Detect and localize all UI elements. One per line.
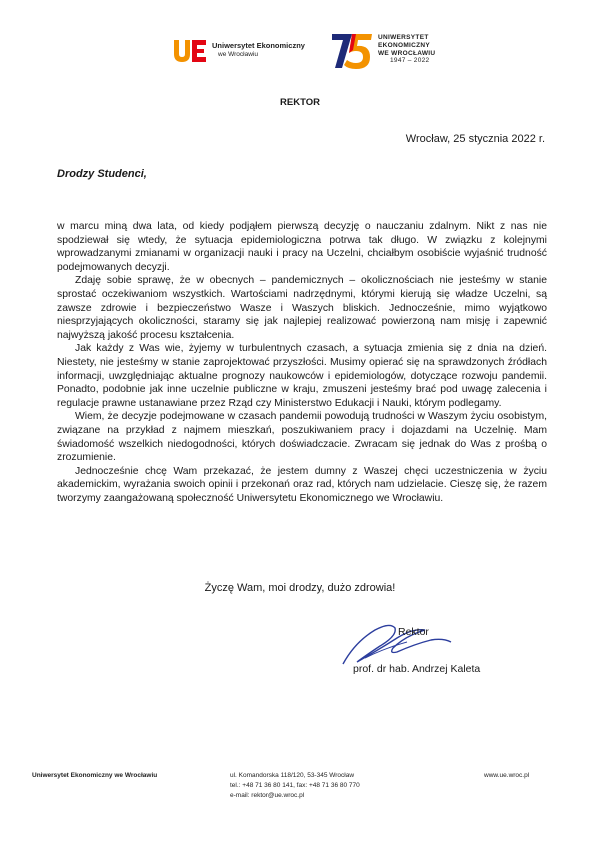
anniv-line1: UNIWERSYTET [378,34,429,41]
paragraph-2: Zdaję sobie sprawę, że w obecnych – pandemicznych – okolicznościach nie jesteśmy w stanie sprostać oczekiwaniom wszystkich. Wartościami nadrzędnymi, którymi kierują się władze Uczelni, są zawsze zdrowie i bezpieczeństwo Wasze i Waszych bliskich. Jednocześnie, mimo wyjątkowo niesprzyjających okoliczności, staramy się jak najlepiej realizować powierzoną nam misję i zapewnić najwyższą jakość procesu kształcenia. [57,275,547,341]
footer-phone: tel.: +48 71 36 80 141, fax: +48 71 36 80 770 [230,782,360,789]
ue-name [212,42,305,59]
ue-logo-icon [172,38,208,64]
letter-date: Wrocław, 25 stycznia 2022 r. [405,133,545,145]
anniv-line2: EKONOMICZNY [378,41,431,49]
paragraph-4: Wiem, że decyzje podejmowane w czasach pandemii powodują trudności w Waszym życiu osobistym, związane na przykład z najmem mieszkań, poszukiwaniem pracy i dojazdami na Uczelnię. Mam świadomość wszelkich niedogodności, których doświadczacie. Zwracam się jednak do Was z prośbą o zrozumienie. [57,411,547,464]
ue-name-line2: we Wrocławiu [218,50,258,58]
salutation: Drodzy Studenci, [57,168,147,180]
letter-heading: REKTOR [280,97,320,108]
anniv-years: 1947 – 2022 [390,57,430,65]
signature-name: prof. dr hab. Andrzej Kaleta [353,663,481,675]
paragraph-5: Jednocześnie chcę Wam przekazać, że jestem dumny z Waszej chęci uczestniczenia w życiu akademickim, wyrażania swoich opinii i przekonań oraz rad, których nam udzielacie. Cieszę się, że razem tworzymy zaangażowaną społeczność Uniwersytetu Ekonomicznego we Wrocławiu. [57,465,547,504]
signature-title: Rektor [398,626,429,638]
footer-website: www.ue.wroc.pl [484,772,530,779]
footer-email: e-mail: rektor@ue.wroc.pl [230,792,305,799]
paragraph-1: w marcu miną dwa lata, od kiedy podjąłem pierwszą decyzję o nauczaniu zdalnym. Nikt z nas nie spodziewał się wtedy, że sytuacja epidemiologiczna potrwa tak długo. W związku z kolejnymi wprowadzanymi zmianami w organizacji nauki i pracy na Uczelni, chciałbym osobiście wyjaśnić trudność podejmowanych decyzji. [57,221,547,273]
closing-line: Życzę Wam, moi drodzy, dużo zdrowia! [204,582,396,594]
footer-address: ul. Komandorska 118/120, 53-345 Wrocław [230,772,355,779]
footer-university: Uniwersytet Ekonomiczny we Wrocławiu [32,772,158,779]
paragraph-3: Jak każdy z Was wie, żyjemy w turbulentnych czasach, a sytuacja zmienia się z dnia na dzień. Niestety, nie jesteśmy w stanie zaprojektować przyszłości. Musimy opierać się na sprawdzonych źródłach informacji, uwzględniając aktualne prognozy naukowców i epidemiologów, dotyczące rozwoju pandemii. Ponadto, podobnie jak inne uczelnie publiczne w kraju, zmuszeni jesteśmy brać pod uwagę zalecenia i regulacje prawne ustanawiane przez Rząd czy Ministerstwo Edukacji i Nauki, którym podlegamy. [57,343,547,409]
anniversary-text [378,34,435,65]
letter-body [57,220,547,505]
anniversary-75-logo-icon [330,28,374,72]
ue-name-line1: Uniwersytet Ekonomiczny [212,41,305,50]
anniv-line3: WE WROCŁAWIU [378,49,436,57]
footer-contact [230,771,360,801]
